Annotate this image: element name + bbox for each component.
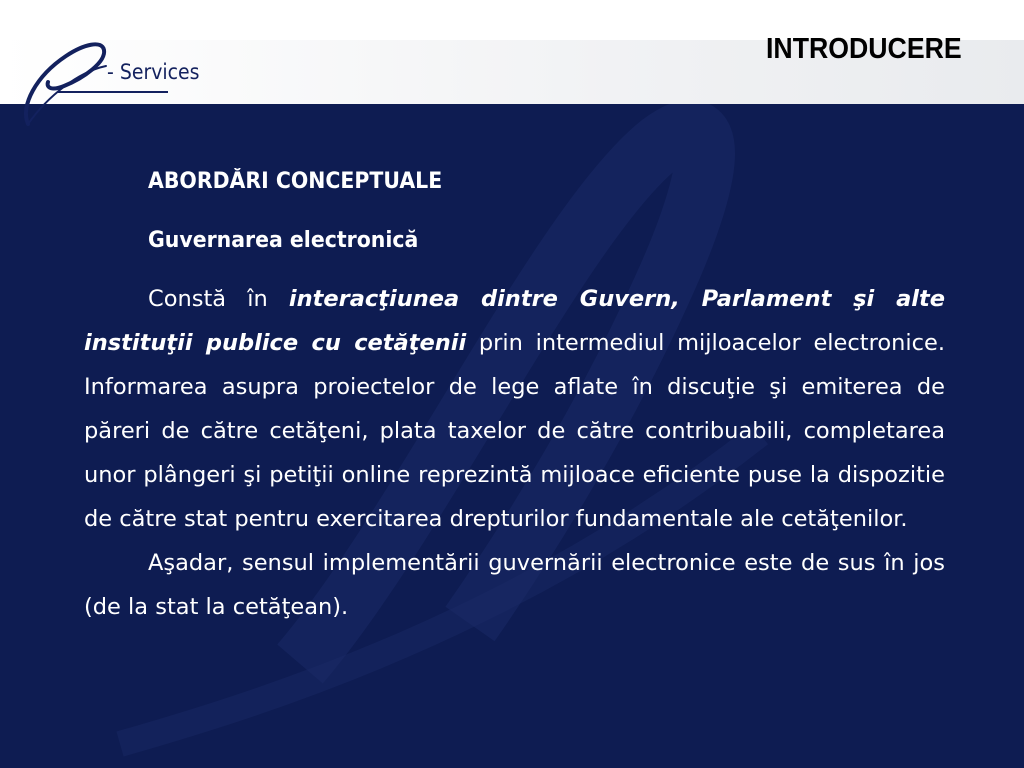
section-subheading: Guvernarea electronică xyxy=(148,228,419,253)
slide-content xyxy=(84,160,945,629)
section-heading: ABORDĂRI CONCEPTUALE xyxy=(148,169,443,194)
paragraph-rest: prin intermediul mijloacelor electronice. Informarea asupra proiectelor de lege aflate în discuţie şi emiterea de păreri de către cetăţeni, plata taxelor de către contribuabili, completarea unor plângeri şi petiţii online reprezintă mijloace eficiente puse la dispozitie de către stat pentru exercitarea drepturilor fundamentale ale cetăţenilor. xyxy=(84,330,945,532)
slide-title: INTRODUCERE xyxy=(766,33,962,65)
logo-text: - Services xyxy=(107,60,200,84)
paragraph-definition xyxy=(84,277,945,541)
paragraph-lead: Constă în xyxy=(148,286,289,312)
paragraph-emphasis: interacţiunea dintre Guvern, Parlament şi alte instituţii publice cu cetăţenii xyxy=(84,286,945,356)
paragraph-conclusion: Aşadar, sensul implementării guvernării electronice este de sus în jos (de la stat la cetăţean). xyxy=(84,550,945,620)
